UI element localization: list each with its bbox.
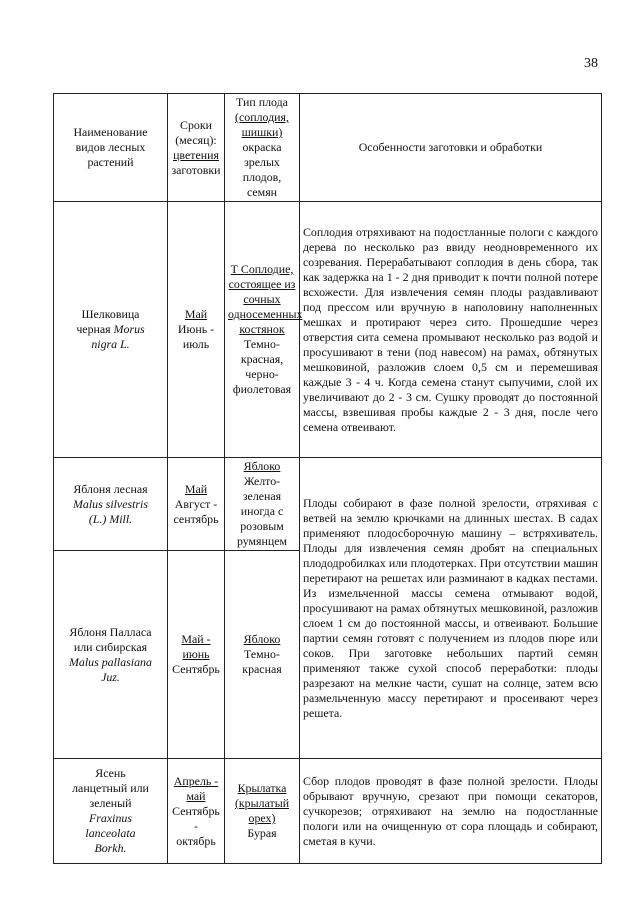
species-name: ланцетный или	[72, 781, 149, 795]
fruit-cell	[225, 458, 300, 551]
header-dates-bloom: цветения	[173, 147, 219, 162]
species-cell	[54, 458, 168, 551]
header-species-line: Наименование	[73, 125, 148, 139]
notes-cell: Сбор плодов проводят в фазе полной зрелости. Плоды обрывают вручную, срезают при помощи секаторов, сучкорезов; отряхивают на землю на подостланные пологи или на очищенную от сора площадь и собирают, сметая в кучи.	[300, 759, 602, 864]
harvest-month: октябрь	[176, 833, 216, 848]
fruit-type: состоящее из	[228, 277, 296, 291]
fruit-type: Яблоко	[243, 459, 281, 473]
species-name: черная	[76, 322, 114, 336]
header-species-line: растений	[87, 155, 134, 169]
fruit-color: иногда с	[240, 504, 284, 518]
species-name: Яблоня Палласа	[69, 624, 152, 639]
header-species	[54, 94, 168, 202]
species-cell	[54, 759, 168, 864]
table-row	[54, 202, 602, 458]
fruit-cell	[225, 202, 303, 458]
dates-cell	[168, 759, 225, 864]
header-dates-line: Сроки	[180, 117, 212, 132]
species-name: Шелковица	[81, 307, 140, 321]
species-cell	[54, 551, 168, 759]
harvest-month: Сентябрь -	[172, 803, 220, 833]
fruit-type: Яблоко	[243, 632, 281, 646]
species-name: Яблоня лесная	[73, 481, 148, 496]
species-latin: Borkh.	[94, 841, 127, 855]
notes-cell: Соплодия отряхивают на подостланные пологи с каждого дерева по несколько раз ввиду неодновременного их созревания. Перерабатывают соплодия в день сбора, так как задержка на 1 - 2 дня приводит к почти полной потере всхожести. Для извлечения семян плоды раздавливают под прессом или вручную в наполовину наполненных мешках и протирают через сито. Прошедшие через отверстия сита семена промывают несколько раз водой и просушивают в тени (под навесом) на рамах, обтянутых мешковиной, разложив слоем 0,5 см и перемешивая каждые 3 - 4 ч. Когда семена станут сыпучими, слой их увеличивают до 2 - 3 см. Сушку проводят до постоянной массы, взвешивая пробы каждые 2 - 3 дня, после чего семена отвеивают.	[300, 202, 602, 458]
species-cell	[54, 202, 168, 458]
header-dates-harvest: заготовки	[171, 162, 221, 177]
fruit-color: фиолетовая	[232, 382, 292, 396]
header-fruit-line: Тип плода	[236, 95, 288, 109]
species-latin: nigra L.	[91, 337, 130, 351]
header-fruit	[225, 94, 300, 202]
species-latin: Malus pallasiana	[69, 654, 152, 669]
page-number: 38	[584, 56, 598, 71]
fruit-color: румянцем	[236, 534, 288, 548]
notes-cell: Плоды собирают в фазе полной зрелости, отряхивая с ветвей на землю крючками на длинных шестах. В садах применяют плодосборочную машину – встряхиватель. Плоды для извлечения семян дробят на специальных плододробилках или плодотерках. При отсутствии машин перетирают на решетах или разминают в кадках пестами. Из измельченной массы семена отмывают водой, просушивают на рамах обтянутых мешковиной, разложив слоем 1 см до постоянной массы, и отвеивают. Большие партии семян готовят с получением из плодов пюре или соков. При заготовке небольших партий семян применяют также сухой способ переработки: плоды разрезают на мелкие части, сушат на солнце, затем всю размельченную массу перетирают и просеивают через решета.	[300, 458, 602, 759]
header-fruit-line: плодов, семян	[242, 170, 282, 199]
fruit-cell	[225, 759, 300, 864]
bloom-month: Апрель -	[173, 773, 219, 788]
plant-harvest-table	[53, 93, 602, 864]
species-latin: Malus silvestris	[73, 496, 148, 511]
fruit-type: костянок	[239, 322, 285, 336]
table-row	[54, 759, 602, 864]
species-name: или сибирская	[73, 639, 148, 654]
fruit-color: Желто-зеленая	[242, 474, 282, 503]
fruit-type: Т Соплодие,	[230, 262, 294, 276]
bloom-month: Май -	[181, 632, 211, 646]
fruit-type: односеменных	[228, 307, 303, 321]
header-fruit-type: шишки)	[241, 125, 283, 139]
species-name: Ясень	[95, 766, 126, 780]
harvest-month: Июнь -	[177, 322, 215, 336]
fruit-cell	[225, 551, 300, 759]
header-notes: Особенности заготовки и обработки	[300, 94, 602, 202]
header-species-line: видов лесных	[75, 140, 146, 154]
bloom-month: Май	[184, 307, 208, 321]
dates-cell	[168, 551, 225, 759]
fruit-type: сочных	[243, 292, 281, 306]
fruit-type: Крылатка	[237, 781, 287, 795]
species-latin: lanceolata	[85, 826, 136, 840]
fruit-color: Темно-красная,	[240, 337, 284, 366]
fruit-type: (крылатый орех)	[234, 796, 290, 825]
table-row	[54, 458, 602, 551]
harvest-month: сентябрь	[173, 511, 219, 526]
species-latin: Juz.	[101, 669, 120, 684]
species-latin: Fraxinus	[89, 811, 132, 825]
species-name: зеленый	[89, 796, 132, 810]
species-latin: Morus	[113, 322, 145, 336]
bloom-month: июнь	[182, 647, 210, 661]
header-fruit-type: (соплодия,	[235, 110, 289, 124]
fruit-color: Бурая	[247, 826, 277, 840]
header-fruit-line: окраска	[242, 140, 282, 154]
bloom-month: май	[186, 788, 206, 803]
harvest-month: Август -	[174, 496, 218, 511]
header-fruit-line: зрелых	[244, 155, 280, 169]
fruit-color: Темно-красная	[242, 647, 282, 676]
header-dates	[168, 94, 225, 202]
header-dates-line: (месяц):	[175, 132, 217, 147]
fruit-color: розовым	[240, 519, 284, 533]
dates-cell	[168, 458, 225, 551]
bloom-month: Май	[184, 481, 208, 496]
harvest-month: Сентябрь	[172, 662, 220, 676]
table-header-row	[54, 94, 602, 202]
fruit-color: черно-	[245, 367, 279, 381]
harvest-month: июль	[182, 337, 210, 351]
dates-cell	[168, 202, 225, 458]
species-latin: (L.) Mill.	[88, 511, 133, 526]
